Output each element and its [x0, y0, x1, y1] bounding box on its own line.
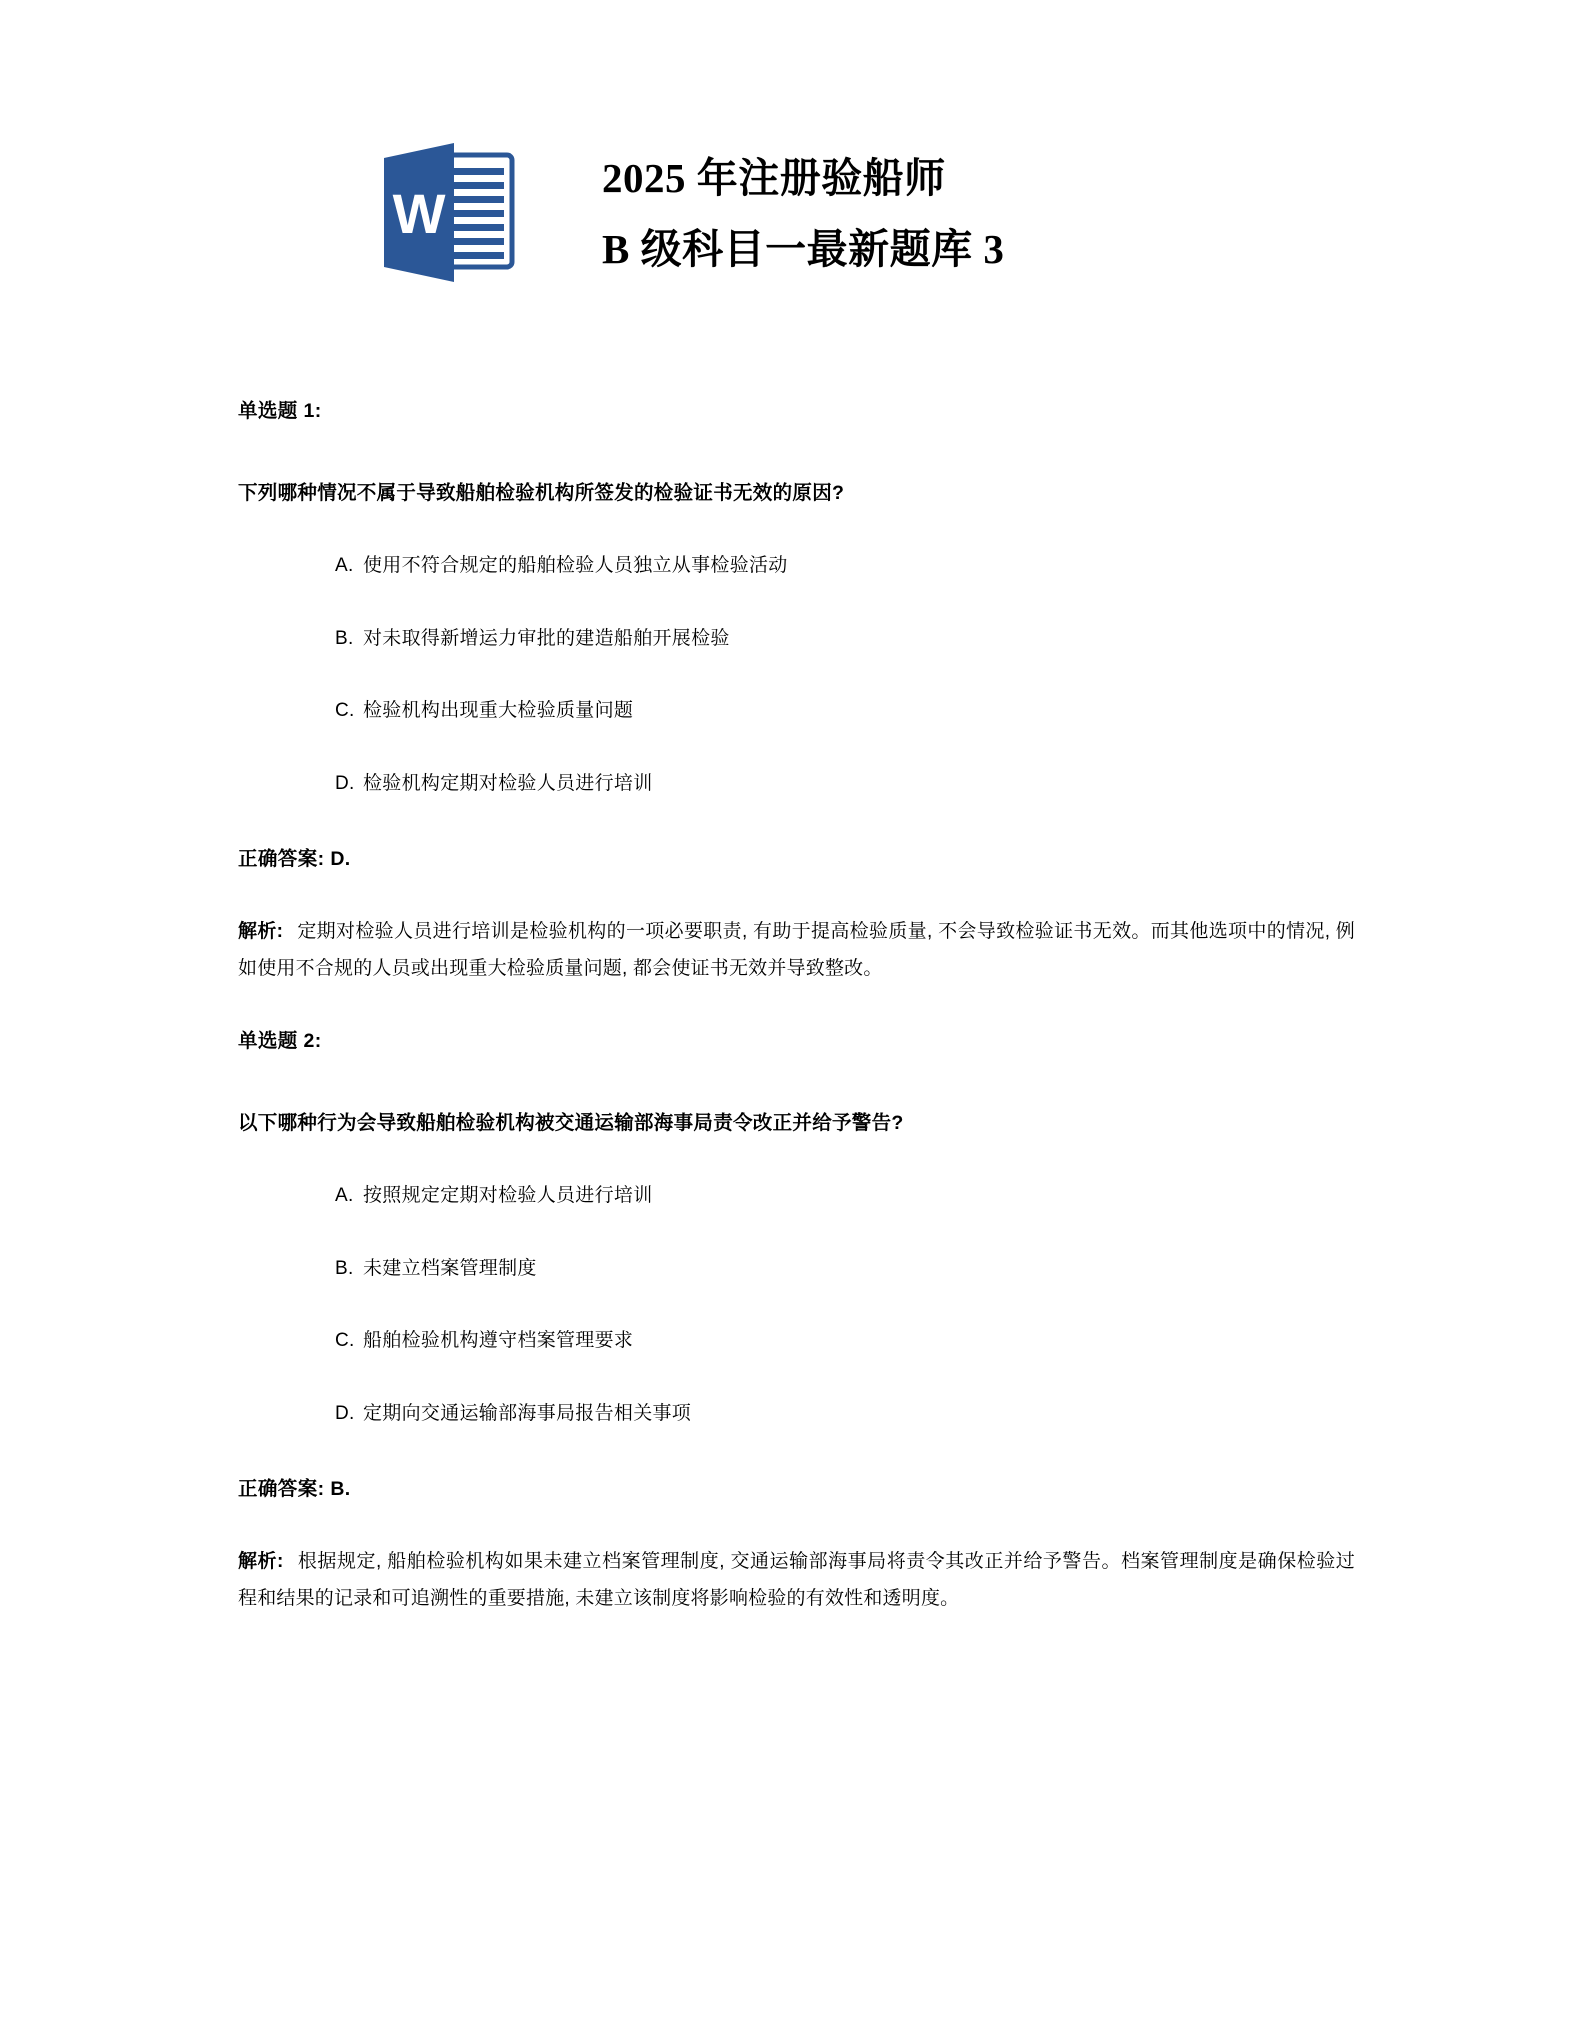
option-letter: D. [335, 772, 355, 794]
option-item[interactable] [335, 1400, 1355, 1429]
option-letter: C. [335, 700, 355, 722]
question-label: 单选题 2: [238, 1029, 322, 1052]
question-label: 单选题 1: [238, 400, 322, 422]
question-block [238, 397, 1355, 987]
answer-label: 正确答案: [238, 1478, 325, 1501]
option-text: 未建立档案管理制度 [363, 1257, 537, 1279]
options-list [238, 1182, 1355, 1428]
option-item[interactable] [335, 625, 1355, 654]
document-title [602, 152, 1004, 273]
answer-value: B. [330, 1478, 351, 1501]
option-item[interactable] [335, 552, 1355, 581]
option-text: 检验机构出现重大检验质量问题 [363, 700, 634, 722]
option-letter: D. [335, 1402, 355, 1424]
option-text: 检验机构定期对检验人员进行培训 [363, 772, 653, 794]
question-stem: 下列哪种情况不属于导致船舶检验机构所签发的检验证书无效的原因? [238, 482, 845, 505]
option-text: 按照规定定期对检验人员进行培训 [363, 1185, 653, 1207]
option-text: 定期向交通运输部海事局报告相关事项 [363, 1402, 692, 1424]
explanation [238, 1543, 1355, 1617]
title-line-1: 2025 年注册验船师 [602, 155, 946, 202]
answer-label: 正确答案: [238, 848, 325, 871]
option-item[interactable] [335, 1255, 1355, 1284]
option-text: 船舶检验机构遵守档案管理要求 [363, 1330, 634, 1352]
answer-value: D. [330, 848, 351, 871]
explanation [238, 913, 1355, 987]
explanation-label: 解析: [238, 1550, 284, 1572]
option-item[interactable] [335, 697, 1355, 726]
word-document-icon [380, 140, 520, 285]
option-text: 使用不符合规定的船舶检验人员独立从事检验活动 [363, 555, 788, 577]
option-letter: A. [335, 555, 354, 577]
option-letter: B. [335, 627, 354, 649]
section-spacer [238, 987, 1355, 1027]
explanation-text: 定期对检验人员进行培训是检验机构的一项必要职责, 有助于提高检验质量, 不会导致检验证书无效。而其他选项中的情况, 例如使用不合规的人员或出现重大检验质量问题, 都会使证书无效并导致整改。 [238, 920, 1355, 979]
questions-container [0, 285, 1587, 1617]
options-list [238, 552, 1355, 798]
title-line-2: B 级科目一最新题库 3 [602, 225, 1005, 272]
correct-answer [238, 1475, 1355, 1504]
option-text: 对未取得新增运力审批的建造船舶开展检验 [363, 627, 730, 649]
option-item[interactable] [335, 1182, 1355, 1211]
option-letter: B. [335, 1257, 354, 1279]
correct-answer [238, 845, 1355, 874]
option-item[interactable] [335, 1327, 1355, 1356]
question-block [238, 1027, 1355, 1617]
svg-text:W: W [392, 182, 446, 245]
question-stem: 以下哪种行为会导致船舶检验机构被交通运输部海事局责令改正并给予警告? [238, 1112, 904, 1135]
document-header [0, 0, 1587, 285]
option-letter: A. [335, 1185, 354, 1207]
option-item[interactable] [335, 770, 1355, 799]
option-letter: C. [335, 1330, 355, 1352]
explanation-text: 根据规定, 船舶检验机构如果未建立档案管理制度, 交通运输部海事局将责令其改正并给予警告。档案管理制度是确保检验过程和结果的记录和可追溯性的重要措施, 未建立该制度将影响检验的有效性和透明度。 [238, 1550, 1355, 1609]
explanation-label: 解析: [238, 920, 284, 942]
